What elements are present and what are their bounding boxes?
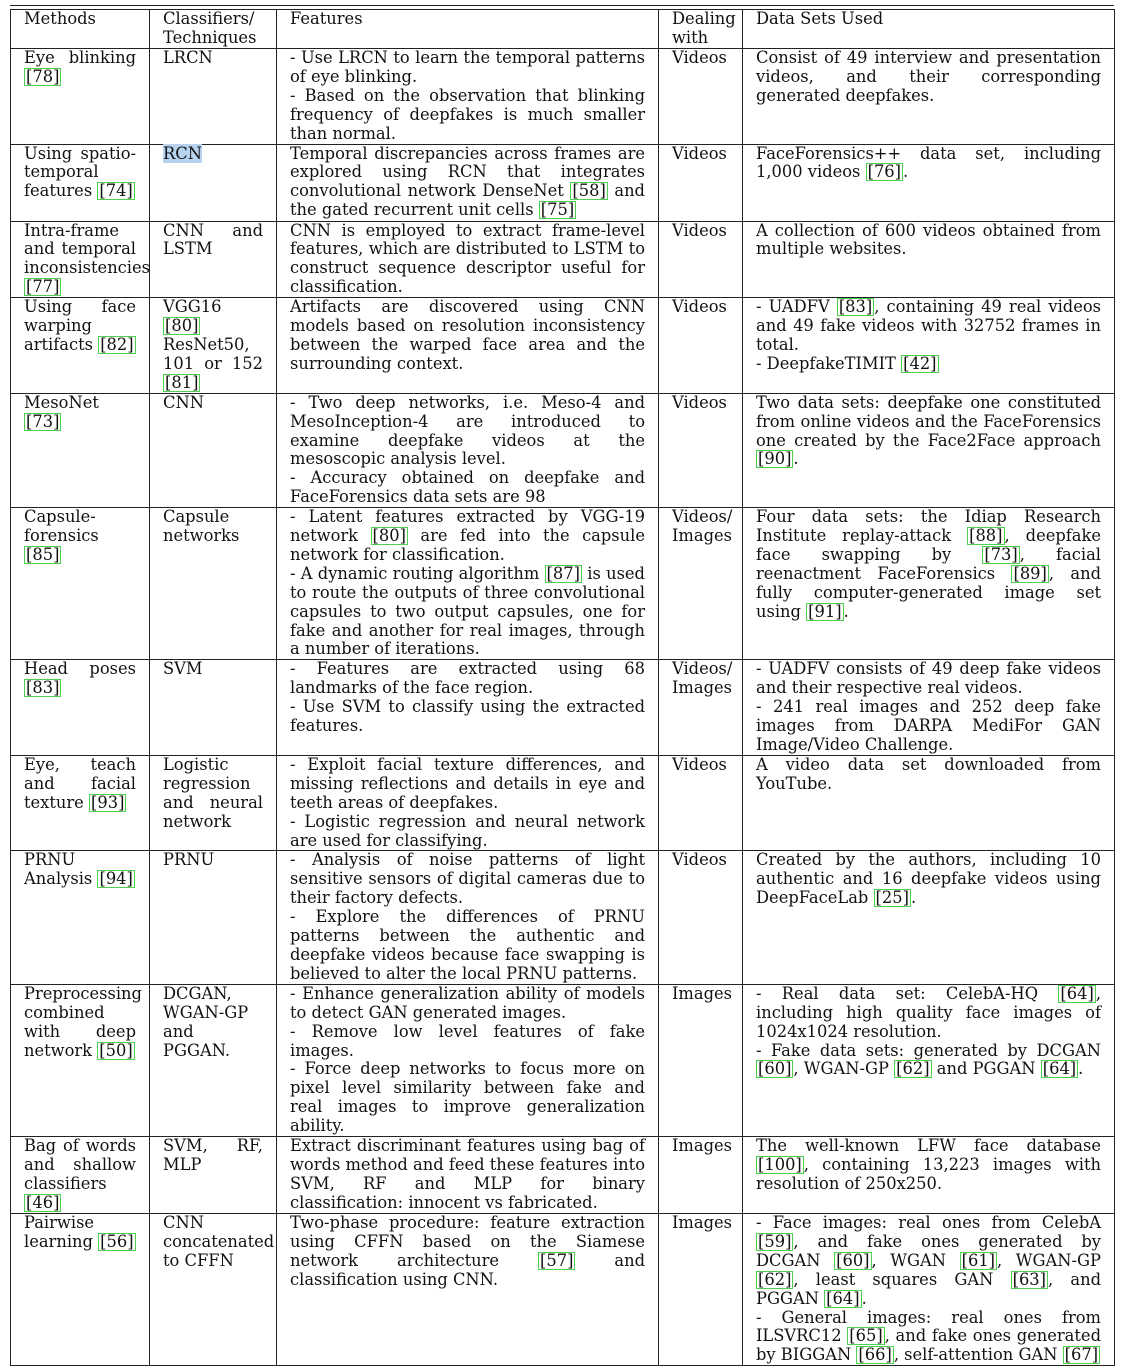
citation-link[interactable]: [60] [836,1250,870,1270]
citation-link[interactable]: [64] [826,1288,860,1308]
datasets-cell: The well-known LFW face database [100] , containing 13,223 images with resolution of 250x250. [743,1137,1115,1214]
citation-link[interactable]: [89] [1013,563,1047,583]
citation-link[interactable]: [88] [969,526,1003,546]
features-cell: - Use LRCN to learn the temporal patterns of eye blinking. - Based on the observation that blinking frequency of deepfakes is much smaller than normal. [277,49,659,145]
features-cell: Two-phase procedure: feature extraction using CFFN based on the Siamese network architecture [57] and classification using CNN. [277,1214,659,1366]
features-cell: Artifacts are discovered using CNN models based on resolution inconsistency between the warped face area and the surrounding context. [277,298,659,394]
comparison-table [10,9,1115,1366]
citation-link[interactable]: [94] [99,869,133,889]
datasets-cell: - UADFV [83] , containing 49 real videos and 49 fake videos with 32752 frames in total. - DeepfakeTIMIT [42] [743,298,1115,394]
citation-link[interactable]: [78] [26,66,60,86]
citation-link[interactable]: [42] [903,353,937,373]
table-row [11,221,1115,298]
dealing-cell: Videos/ Images [659,508,743,660]
citation-link[interactable]: [46] [26,1192,60,1212]
header-dealing: Dealing with [659,10,743,49]
citation-link[interactable]: [91] [808,601,842,621]
method-cell: Intra-frame and temporal inconsistencies [77] [11,221,150,298]
dealing-cell: Images [659,1214,743,1366]
citation-link[interactable]: [80] [165,316,199,336]
citation-link[interactable]: [74] [99,181,133,201]
table-row [11,298,1115,394]
classifier-cell: Logistic regression and neural network [150,755,277,851]
datasets-cell: - UADFV consists of 49 deep fake videos and their respective real videos. - 241 real images and 252 deep fake images from DARPA MediFor GAN Image/Video Challenge. [743,660,1115,756]
table-row [11,144,1115,221]
citation-link[interactable]: [87] [546,563,580,583]
table-row [11,660,1115,756]
table-row [11,508,1115,660]
header-datasets: Data Sets Used [743,10,1115,49]
citation-link[interactable]: [62] [896,1059,930,1079]
citation-link[interactable]: [90] [758,449,792,469]
table-row [11,393,1115,507]
dealing-cell: Videos/ Images [659,660,743,756]
datasets-cell: Consist of 49 interview and presentation videos, and their corresponding generated deepfakes. [743,49,1115,145]
classifier-cell: DCGAN, WGAN-GP and PGGAN. [150,984,277,1136]
method-cell: Preprocessing combined with deep network [50] [11,984,150,1136]
citation-link[interactable]: [82] [100,334,134,354]
classifier-cell: PRNU [150,851,277,984]
classifier-cell: CNN concatenated to CFFN [150,1214,277,1366]
classifier-cell: VGG16 [80] ResNet50, 101 or 152 [81] [150,298,277,394]
datasets-cell: FaceForensics++ data set, including 1,000 videos [76] . [743,144,1115,221]
header-row [11,10,1115,49]
classifier-cell [150,144,277,221]
citation-link[interactable]: [64] [1060,983,1094,1003]
citation-link[interactable]: [67] [1064,1345,1099,1365]
dealing-cell: Images [659,984,743,1136]
method-cell: Bag of words and shallow classifiers [46] [11,1137,150,1214]
citation-link[interactable]: [59] [758,1231,792,1251]
dealing-cell: Videos [659,49,743,145]
citation-link[interactable]: [60] [758,1059,792,1079]
method-cell: MesoNet [73] [11,393,150,507]
citation-link[interactable]: [57] [540,1250,574,1270]
citation-link[interactable]: [66] [858,1345,892,1365]
features-cell: - Latent features extracted by VGG-19 network [80] are fed into the capsule network for classification. - A dynamic routing algorithm [87] is used to route the outputs of three convolutional capsules to two output capsules, one for fake and another for real images, through a number of iterations. [277,508,659,660]
citation-link[interactable]: [77] [26,277,60,297]
citation-link[interactable]: [100] [758,1154,802,1174]
citation-link[interactable]: [83] [838,297,873,317]
citation-link[interactable]: [80] [372,526,406,546]
citation-link[interactable]: [56] [100,1231,134,1251]
highlighted-text: RCN [163,143,202,163]
method-cell: Using face warping artifacts [82] [11,298,150,394]
classifier-cell: Capsule networks [150,508,277,660]
features-cell: Extract discriminant features using bag of words method and feed these features into SVM, RF and MLP for binary classification: innocent vs fabricated. [277,1137,659,1214]
classifier-cell: LRCN [150,49,277,145]
method-cell: Eye, teach and facial texture [93] [11,755,150,851]
dealing-cell: Videos [659,851,743,984]
table-row [11,755,1115,851]
method-cell: Eye blinking [78] [11,49,150,145]
datasets-cell: Four data sets: the Idiap Research Institute replay-attack [88] , deepfake face swapping by [73] , facial reenactment FaceForensics [89] , and fully computer-generated image set using [91] . [743,508,1115,660]
dealing-cell: Videos [659,144,743,221]
top-rule [10,5,1114,6]
dealing-cell: Videos [659,221,743,298]
header-classifiers: Classifiers/ Techniques [150,10,277,49]
datasets-cell: A video data set downloaded from YouTube. [743,755,1115,851]
features-cell: Temporal discrepancies across frames are explored using RCN that integrates convolutional network DenseNet [58] and the gated recurrent unit cells [75] [277,144,659,221]
table-row [11,1137,1115,1214]
datasets-cell: Created by the authors, including 10 authentic and 16 deepfake videos using DeepFaceLab [25] . [743,851,1115,984]
table-row [11,851,1115,984]
citation-link[interactable]: [93] [91,792,125,812]
citation-link[interactable]: [76] [867,162,902,182]
table-row [11,1214,1115,1366]
citation-link[interactable]: [73] [984,544,1018,564]
method-cell: Pairwise learning [56] [11,1214,150,1366]
classifier-cell: CNN and LSTM [150,221,277,298]
citation-link[interactable]: [61] [961,1250,996,1270]
header-methods: Methods [11,10,150,49]
method-cell: Capsule-forensics [85] [11,508,150,660]
method-cell: Using spatio-temporal features [74] [11,144,150,221]
citation-link[interactable]: [85] [26,544,60,564]
citation-link[interactable]: [75] [540,200,575,220]
datasets-cell: A collection of 600 videos obtained from multiple websites. [743,221,1115,298]
classifier-cell: CNN [150,393,277,507]
citation-link[interactable]: [73] [26,411,60,431]
table-row [11,984,1115,1136]
citation-link[interactable]: [62] [758,1269,792,1289]
dealing-cell: Videos [659,393,743,507]
features-cell: - Features are extracted using 68 landmarks of the face region. - Use SVM to classify using the extracted features. [277,660,659,756]
method-cell: PRNU Analysis [94] [11,851,150,984]
citation-link[interactable]: [83] [26,678,60,698]
method-cell: Head poses [83] [11,660,150,756]
datasets-cell: - Real data set: CelebA-HQ [64] , including high quality face images of 1024x1024 resolution. - Fake data sets: generated by DCGAN [60] , WGAN-GP [62] and PGGAN [64] . [743,984,1115,1136]
header-features: Features [277,10,659,49]
datasets-cell: Two data sets: deepfake one constituted from online videos and the FaceForensics one created by the Face2Face approach [90] . [743,393,1115,507]
features-cell: - Enhance generalization ability of models to detect GAN generated images. - Remove low level features of fake images. - Force deep networks to focus more on pixel level similarity between fake and real images to improve generalization ability. [277,984,659,1136]
citation-link[interactable]: [65] [849,1326,883,1346]
dealing-cell: Videos [659,755,743,851]
features-cell: - Analysis of noise patterns of light sensitive sensors of digital cameras due to their factory defects. - Explore the differences of PRNU patterns between the authentic and deepfake videos because face swapping is believed to alter the local PRNU patterns. [277,851,659,984]
table-row [11,49,1115,145]
dealing-cell: Images [659,1137,743,1214]
citation-link[interactable]: [81] [165,372,199,392]
features-cell: - Exploit facial texture differences, and missing reflections and details in eye and teeth areas of deepfakes. - Logistic regression and neural network are used for classifying. [277,755,659,851]
citation-link[interactable]: [63] [1012,1269,1047,1289]
features-cell: - Two deep networks, i.e. Meso-4 and MesoInception-4 are introduced to examine deepfake videos at the mesoscopic analysis level. - Accuracy obtained on deepfake and FaceForensics data sets are 98 [277,393,659,507]
classifier-cell: SVM, RF, MLP [150,1137,277,1214]
classifier-cell: SVM [150,660,277,756]
citation-link[interactable]: [64] [1042,1059,1077,1079]
features-cell: CNN is employed to extract frame-level features, which are distributed to LSTM to construct sequence descriptor useful for classification. [277,221,659,298]
citation-link[interactable]: [50] [99,1040,133,1060]
citation-link[interactable]: [25] [875,888,909,908]
datasets-cell: - Face images: real ones from CelebA [59] , and fake ones generated by DCGAN [60] , WGAN [61] , WGAN-GP [62] , least squares GAN [63] , and PGGAN [64] . - General images: real ones from ILSVRC12 [65] , and fake ones generated by BIGGAN [66] , self-attention GAN [67] [743,1214,1115,1366]
dealing-cell: Videos [659,298,743,394]
citation-link[interactable]: [58] [572,181,606,201]
